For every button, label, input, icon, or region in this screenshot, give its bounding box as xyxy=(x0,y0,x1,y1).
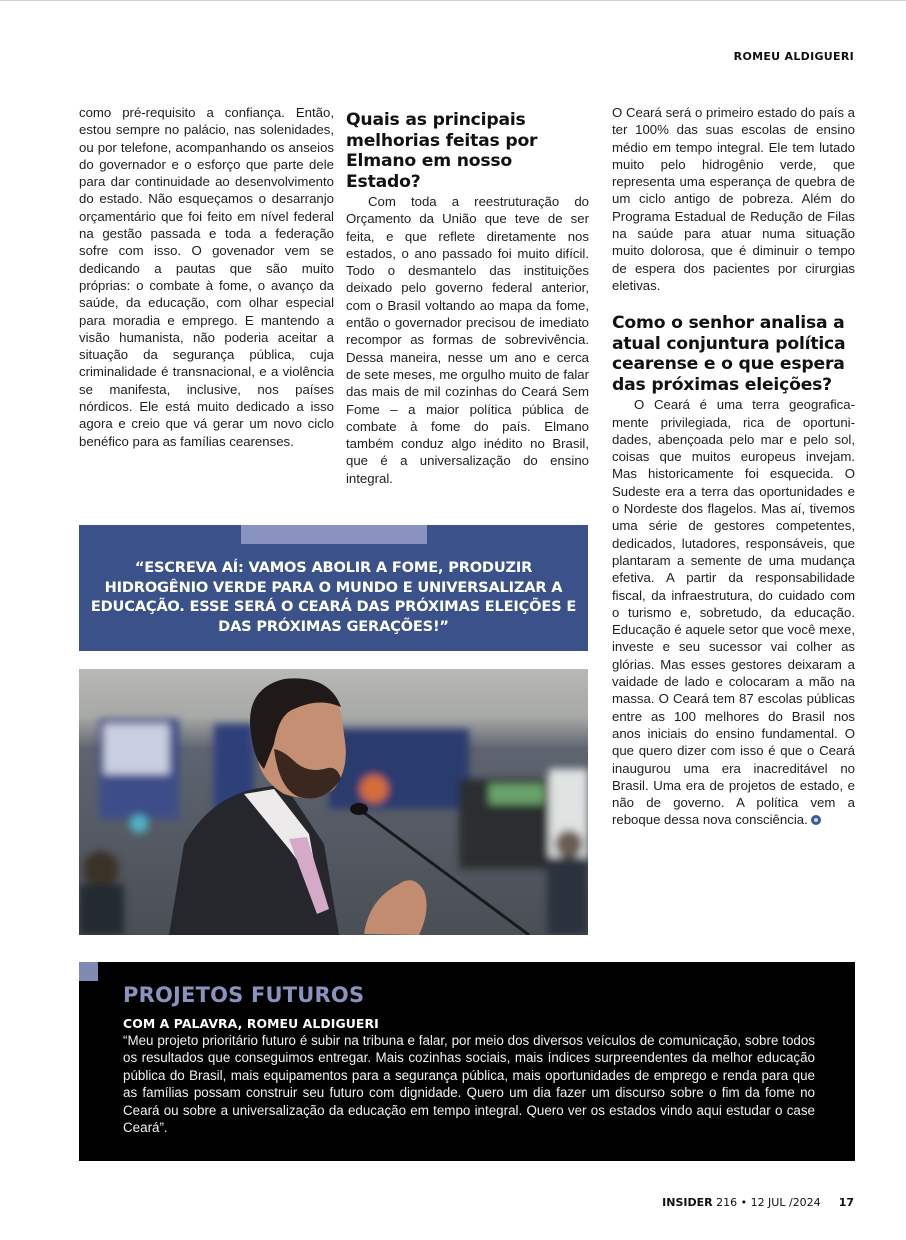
page-number: 17 xyxy=(838,1196,854,1209)
pull-quote-box xyxy=(79,525,588,651)
article-column-2 xyxy=(346,110,589,487)
answer-text: O Ceará é uma terra geograficamente privilegiada, rica de oportunidades, abençoada pelo mar e pelo sol, coisas que muitos europeus invejam. Mas historicamente foi esquecida. O Sudeste era a terra das oportunidades e o Nordeste dos flagelos. Mas aí, tivemos uma série de gestores competentes, dedicados, lutadores, responsáveis, que plantaram a semente de uma mudança efetiva. A partir da responsabilidade fiscal, da infraestrutura, do cuidado com o turismo e, sobretudo, da educação. Educação é aquele setor que você mexe, investe e seu sucessor vai colher as glórias. Mas esses gestores deixaram a vaidade de lado e colocaram a mão na massa. O Ceará tem 87 escolas públicas entre as 100 melhores do Brasil nos anos iniciais do ensino fundamental. O que quero dizer com isso é que o Ceará inaugurou uma era inacreditável no Brasil. Uma era de projetos de estado, e não de governo. A política vem a reboque dessa nova consciência. xyxy=(612,397,855,828)
page-footer xyxy=(662,1196,854,1209)
interview-answer xyxy=(612,396,855,828)
article-paragraph: O Ceará será o primeiro estado do país a ter 100% das suas escolas de ensino médio em tempo integral. Ele tem lutado muito pelo hidrogênio verde, que representa uma esperança de quebra de um ciclo antigo de pobreza. Além do Programa Estadual de Redução de Filas na saúde para atuar numa situação muito dolorosa, que é diminuir o tempo de espera dos pacientes por cirurgias eletivas. xyxy=(612,105,855,293)
issue-info: 216 • 12 JUL /2024 xyxy=(712,1196,821,1209)
box-title: PROJETOS FUTUROS xyxy=(123,983,365,1007)
interview-question: Como o senhor analisa a atual conjuntura política cearense e o que espera das próximas eleições? xyxy=(612,313,846,395)
speaker-photo xyxy=(79,669,588,935)
article-paragraph: como pré-requisito a confiança. Então, estou sempre no palácio, nas solenidades, ou por telefone, acompanhando os anseios do governador e o esforço que parte dele para dar continuidade ao desenvolvimento do estado. Não esqueçamos o desarranjo orçamentário que foi feito em nível federal na gestão passada e toda a federação sofre com isso. O govenador vem se dedicando a pautas que são muito próprias: o combate à fome, o avanço da saúde, da educação, com olhar especial para moradia e emprego. E mantendo a visão humanista, não poderia aceitar a situação da segurança pública, cuja criminalidade é transnacional, e a violência se manifesta, inclusive, nos países nórdicos. Ele está muito dedicado a isso agora e creio que vá gerar um novo ciclo benéfico para as famílias cearenses. xyxy=(79,105,334,449)
end-of-article-icon xyxy=(811,815,821,825)
projetos-futuros-box xyxy=(79,962,855,1161)
pull-quote-text: “ESCREVA AÍ: VAMOS ABOLIR A FOME, PRODUZIR HIDROGÊNIO VERDE PARA O MUNDO E UNIVERSALIZAR A EDUCAÇÃO. ESSE SERÁ O CEARÁ DAS PRÓXIMAS ELEIÇÕES E DAS PRÓXIMAS GERAÇÕES!” xyxy=(90,559,577,635)
article-column-1 xyxy=(79,104,334,450)
pull-quote-tab xyxy=(241,525,427,544)
interview-question: Quais as principais melhorias feitas por Elmano em nosso Estado? xyxy=(346,110,538,192)
box-body-text: “Meu projeto prioritário futuro é subir na tribuna e falar, por meio dos diversos veículos de comunicação, sobre todos os resultados que conseguimos entregar. Mais cozinhas sociais, mais índices surpreendentes da melhor educação pública do Brasil, mais equipamentos para a segurança pública, mais oportunidades de emprego e renda para que as famílias possam construir seu futuro com dignidade. Quero um dia fazer um discurso sobre o fim da fome no Ceará ou sobre a universalização da educação em tempo integral. Quero ver os estados vindo aqui estudar o case Ceará”. xyxy=(123,1033,815,1136)
box-subtitle: COM A PALAVRA, ROMEU ALDIGUERI xyxy=(123,1016,379,1031)
article-column-3 xyxy=(612,104,855,829)
speaker-photo-illustration xyxy=(79,669,588,935)
interview-answer: Com toda a reestruturação do Orçamento da União que teve de ser feita, e que reflete diretamente nos estados, o ano passado foi muito difícil. Todo o desmantelo das instituições deixado pelo governo federal anterior, com o Brasil voltando ao mapa da fome, então o governador precisou de imediato recompor as formas de sobrevivência. Dessa maneira, nesse um ano e cerca de sete meses, me orgulho muito de falar das mais de mil cozinhas do Ceará Sem Fome – a maior política pública de combate à fome do país. Elmano também conduz algo inédito no Brasil, que é a universalização do ensino integral. xyxy=(346,194,589,486)
magazine-name: INSIDER xyxy=(662,1196,713,1209)
running-head: ROMEU ALDIGUERI xyxy=(733,50,854,63)
page-top-border xyxy=(0,0,906,1)
box-corner-accent xyxy=(79,962,98,981)
